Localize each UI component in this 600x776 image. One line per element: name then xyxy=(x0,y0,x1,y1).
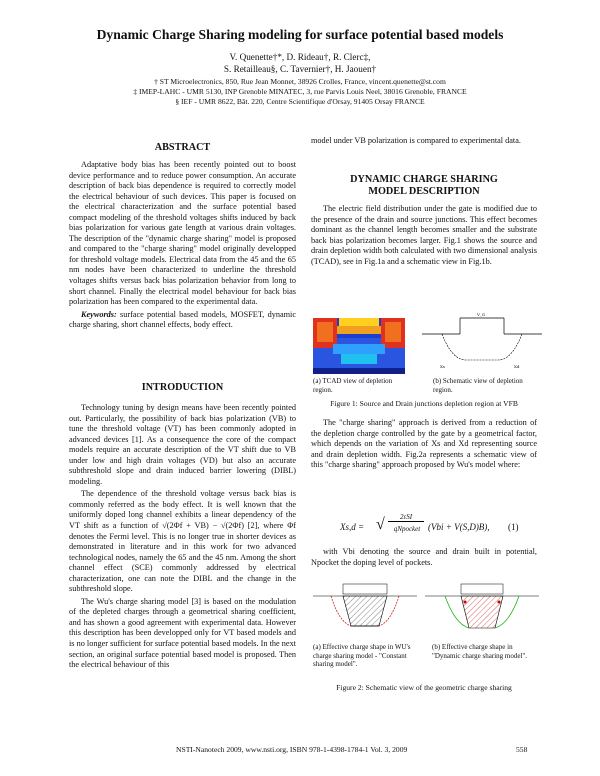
right-column-top xyxy=(311,136,537,149)
figure-2-caption: Figure 2: Schematic view of the geometric charge sharing xyxy=(336,683,512,692)
intro-paragraph-3: The Wu's charge sharing model [3] is based on the modulation of the depleted charges through a geometrical sharing coefficient, and has shown a good agreement with experimental data. However this description has been developped only for VT based models and is no longer sufficient for surface potential based models. In the next section, an original surface potential based model is proposed. Then the electrical behaviour of this xyxy=(69,596,296,670)
figure-1-caption: Figure 1: Source and Drain junctions depletion region at VFB xyxy=(330,399,518,408)
fraction-denominator: qNpocket xyxy=(393,525,421,533)
keywords-text: surface potential based models, MOSFET, dynamic charge sharing, short channel effects, body effect. xyxy=(69,309,296,330)
section-paragraph-2 xyxy=(311,418,537,473)
affiliation-3: § IEF - UMR 8622, Bât. 220, Centre Scientifique d'Orsay, 91405 Orsay FRANCE xyxy=(175,97,425,106)
fig1b-caption: (b) Schematic view of depletion region. xyxy=(433,377,523,394)
equation-rhs: (Vbi + V(S,D)B), xyxy=(428,522,490,532)
intro-paragraph-2: The dependence of the threshold voltage versus back bias is commonly referred as the body effect. It is well known that the uniformly doped long channel exhibits a linear dependency of the VT shift as a function of √(2Φf + VB) − √(2Φf) [2], where Φf denotes the Fermi level. This is no longer true in shorter devices as demonstrated in literature and in this work for two advanced technological nodes, namely the 65 and the 45 nm. Among the short channel effect (SCE) commonly addressed by electrical characterization, one can note the DIBL and the change in the subthreshold slope. xyxy=(69,489,296,594)
dcs-paragraph-2: The "charge sharing" approach is derived from a reduction of the depletion charge controlled by the gate by a geometrical factor, which depends on the variation of Xs and Xd representing source and drain depletion width. Fig.2a represents a schematic view of this "charge sharing" approach proposed by Wu's model where: xyxy=(311,418,537,470)
svg-text:Xs: Xs xyxy=(440,364,445,369)
abstract-body xyxy=(69,160,296,333)
section-heading-line-1: DYNAMIC CHARGE SHARING xyxy=(350,174,498,185)
author-line-2: S. Retailleau§, C. Tavernier†, H. Jaouen† xyxy=(223,64,377,74)
equation-1 xyxy=(340,513,540,540)
section-heading-line-2: MODEL DESCRIPTION xyxy=(368,186,480,197)
section-paragraph-3 xyxy=(311,547,537,570)
affiliation-2: ‡ IMEP-LAHC - UMR 5130, INP Grenoble MINATEC, 3, rue Parvis Louis Neel, 38016 Grenoble, FRANCE xyxy=(133,87,467,96)
dcs-paragraph-1: The electric field distribution under the gate is modified due to the presence of the drain and source junctions. This effect becomes dominant as the channel length becomes smaller and the substrate back bias polarization becomes larger. Fig.1 shows the source and drain depletion width both calculated with two dimensional analysis (TCAD), see in Fig.1a and a schematic view in Fig.1b. xyxy=(311,204,537,266)
page-number: 558 xyxy=(516,745,528,754)
keywords-paragraph xyxy=(69,310,296,331)
svg-text:Xd: Xd xyxy=(514,364,520,369)
section-paragraph-1 xyxy=(311,204,537,269)
abstract-continuation: model under VB polarization is compared to experimental data. xyxy=(311,136,521,145)
fig2a-caption: (a) Effective charge shape in WU's charge sharing model - "Constant sharing model". xyxy=(313,643,411,668)
dcs-paragraph-3: with Vbi denoting the source and drain built in potential, Npocket the doping level of pockets. xyxy=(311,547,537,567)
fig2a-schematic xyxy=(313,582,417,640)
paper-title: Dynamic Charge Sharing modeling for surface potential based models xyxy=(96,27,504,42)
intro-paragraph-1: Technology tuning by design means have been recently pointed out. Particularly, the possibility of back bias polarization (VB) to tune the threshold voltage (VT) has been commonly adopted in advanced devices [1]. As a consequence the core of the compact models require an accurate description of the VT shift due to VB under low and high drain voltages (VD) but also an accurate subthreshold slope and drain induced barrier lowering (DIBL) modeling. xyxy=(69,403,296,486)
equation-number: (1) xyxy=(508,522,519,532)
fig1a-tcad-image xyxy=(313,318,405,374)
abstract-heading: ABSTRACT xyxy=(154,142,211,153)
author-line-1: V. Quenette†*, D. Rideau†, R. Clerc‡, xyxy=(229,52,371,62)
footer-citation: NSTI-Nanotech 2009, www.nsti.org, ISBN 978-1-4398-1784-1 Vol. 3, 2009 xyxy=(176,745,408,754)
introduction-heading: INTRODUCTION xyxy=(141,382,224,393)
fig1a-caption: (a) TCAD view of depletion region. xyxy=(313,377,393,394)
fig2b-schematic xyxy=(425,582,539,640)
fraction-numerator: 2εSI xyxy=(388,513,424,522)
keywords-label: Keywords: xyxy=(81,309,117,319)
fig1b-schematic xyxy=(422,312,542,376)
sqrt-symbol: √ xyxy=(376,516,385,533)
svg-text:V_G: V_G xyxy=(477,312,486,317)
abstract-text: Adaptative body bias has been recently pointed out to boost device performance and to reduce power consumption. An accurate description of back bias dependence is required to correctly model the electrical behaviour of such devices. This paper is focused on the electrical characterization and the surface potential based compact modeling of the threshold voltages shifts induced by back bias polarization for various gate length at various drain voltages. The description of the "dynamic charge sharing" model is proposed and compared to the "charge sharing" model originally developped for threshold voltage models. Electrical data from the 45 and the 65 nm nodes have been characterized to underline the threshold voltages shifts versus back bias polarization behavior from long to short channel. Finally the electrical model behaviour for back bias polarization has been compared to the experimental data. xyxy=(69,160,296,307)
fig2b-caption: (b) Effective charge shape in "Dynamic charge sharing model". xyxy=(432,643,528,660)
affiliation-1: † ST Microelectronics, 850, Rue Jean Monnet, 38926 Crolles, France, vincent.quenette@st.com xyxy=(154,77,446,86)
introduction-body xyxy=(69,403,296,673)
equation-lhs: Xs,d = xyxy=(340,522,365,532)
